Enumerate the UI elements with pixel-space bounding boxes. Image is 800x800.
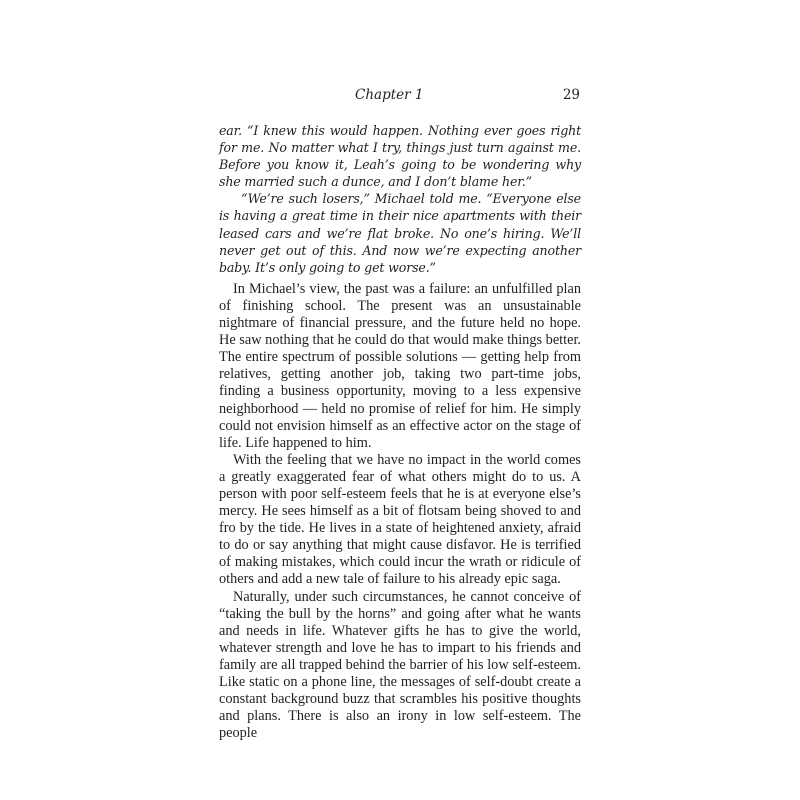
running-head bbox=[219, 87, 581, 107]
body-paragraph: In Michael’s view, the past was a failure: an unfulfilled plan of finishing school. The present was an unsustainable nightmare of financial pressure, and the future held no hope. He saw nothing that he could do that would make things better. The entire spectrum of possible solutions — getting help from relatives, getting another job, taking two part-time jobs, finding a business opportunity, moving to a less expensive neighborhood — held no promise of relief for him. He simply could not envision himself as an effective actor on the stage of life. Life happened to him. bbox=[219, 280, 581, 451]
page-number: 29 bbox=[562, 87, 580, 103]
body-text bbox=[219, 281, 581, 743]
body-paragraph: Naturally, under such circumstances, he cannot conceive of “taking the bull by the horns” and going after what he wants and needs in life. Whatever gifts he has to give the world, whatever strength and love he has to impart to his friends and family are all trapped behind the barrier of his low self-esteem. Like static on a phone line, the messages of self-doubt create a constant background buzz that scrambles his positive thoughts and plans. There is also an irony in low self-esteem. The people bbox=[219, 588, 581, 742]
body-paragraph: With the feeling that we have no impact in the world comes a greatly exaggerated fear of what others might do to us. A person with poor self-esteem feels that he is at everyone else’s mercy. He sees himself as a bit of flotsam being shoved to and fro by the tide. He lives in a state of heightened anxiety, afraid to do or say anything that might cause disfavor. He is terrified of making mistakes, which could incur the wrath or ridicule of others and add a new tale of failure to his already epic saga. bbox=[219, 451, 581, 588]
quote-paragraph: “We’re such losers,” Michael told me. “Everyone else is having a great time in their nice apartments with their leased cars and we’re flat broke. No one’s hiring. We’ll never get out of this. And now we’re expecting another baby. It’s only going to get worse.” bbox=[219, 191, 581, 275]
quote-block bbox=[219, 122, 581, 276]
page-body bbox=[219, 122, 581, 742]
quote-paragraph: ear. “I knew this would happen. Nothing ever goes right for me. No matter what I try, things just turn against me. Before you know it, Leah’s going to be wondering why she married such a dunce, and I don’t blame her.” bbox=[219, 123, 581, 190]
book-page bbox=[219, 0, 581, 800]
chapter-title: Chapter 1 bbox=[355, 87, 424, 103]
